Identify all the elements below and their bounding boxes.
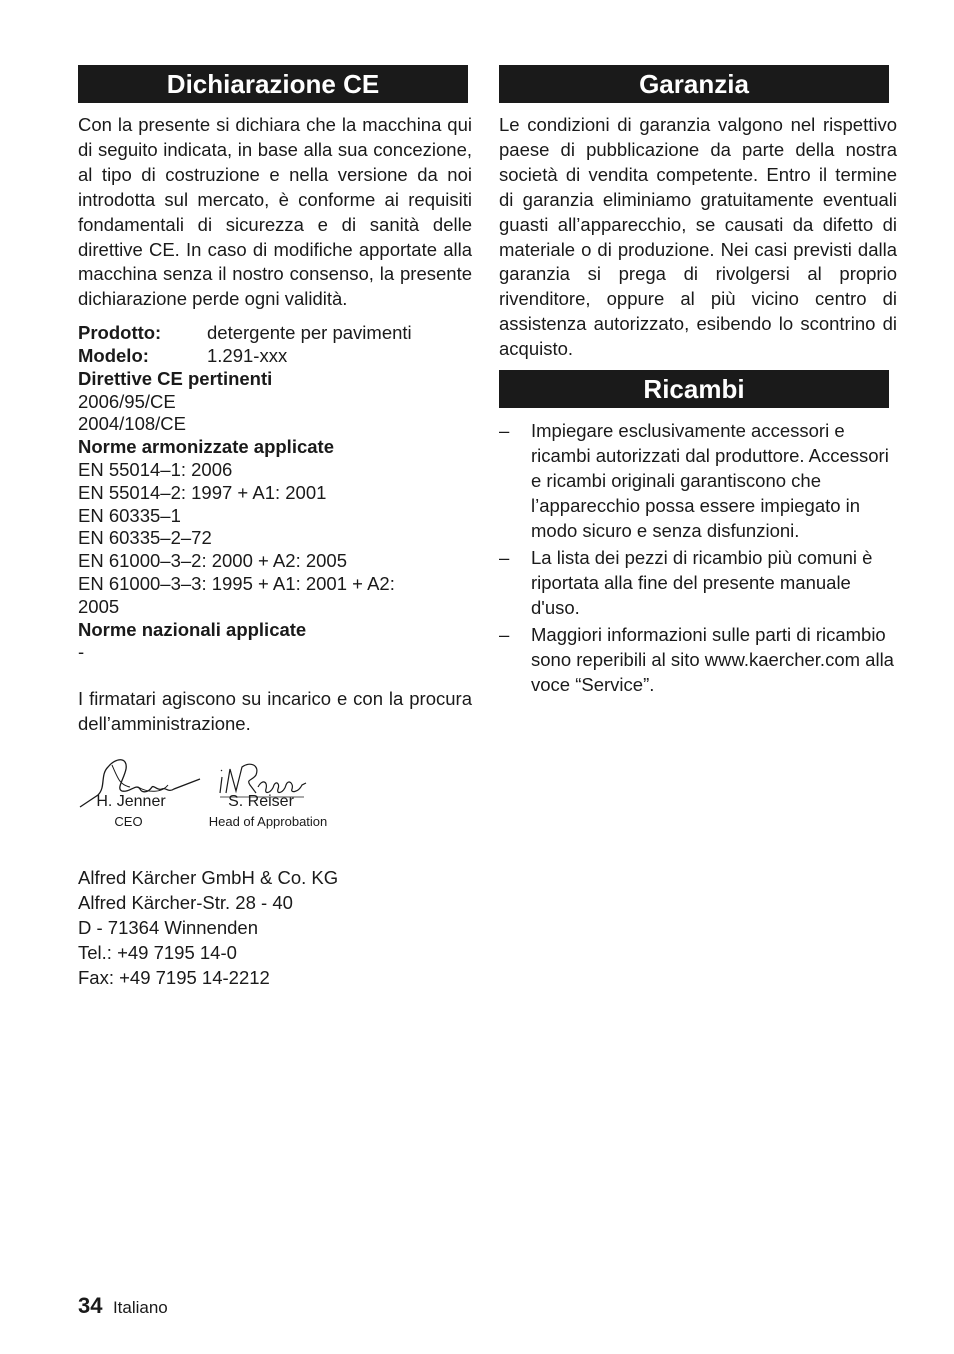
list-item-text: La lista dei pezzi di ricambio più comuni è riportata alla fine del presente manuale d'uso. bbox=[531, 547, 873, 619]
signature-block bbox=[78, 747, 472, 847]
address-line: Tel.: +49 7195 14-0 bbox=[78, 942, 237, 964]
signer-name-jenner: H. Jenner bbox=[96, 793, 166, 811]
left-column bbox=[78, 65, 472, 990]
spare-parts-list bbox=[499, 418, 897, 697]
national-standards-heading: Norme nazionali applicate bbox=[78, 618, 307, 640]
directive-item: 2004/108/CE bbox=[78, 413, 187, 435]
model-label: Modelo: bbox=[78, 345, 149, 367]
standard-item: EN 55014–2: 1997 + A1: 2001 bbox=[78, 481, 327, 503]
list-item-text: Maggiori informazioni sulle parti di ricambio sono reperibili al sito www.kaercher.com alla voce “Service”. bbox=[531, 624, 894, 696]
dash-bullet: – bbox=[499, 624, 510, 646]
list-item bbox=[499, 622, 897, 697]
address-line: Alfred Kärcher GmbH & Co. KG bbox=[78, 867, 339, 889]
warranty-text: Le condizioni di garanzia valgono nel rispettivo paese di pubblicazione da parte della nostra società di vendita competente. Entro il termine di garanzia eliminiamo gratuitamente eventuali guasti all’apparecchio, se causati da difetto di materiale o di produzione. Nei casi previsti dalla garanzia si prega di rivolgersi al proprio rivenditore, oppure al più vicino centro di assistenza autorizzato, esibendo lo scontrino di acquisto. bbox=[499, 114, 897, 360]
ce-declaration-text: Con la presente si dichiara che la macchina qui di seguito indicata, in base alla sua concezione, al tipo di costruzione e nella versione da noi introdotta sul mercato, è conforme ai requisiti fondamentali di sicurezza e di sanità delle direttive CE. In caso di modifiche apportate alla macchina senza il nostro consenso, la presente dichiarazione perde ogni validità. bbox=[78, 114, 472, 310]
ce-declaration-heading: Dichiarazione CE bbox=[78, 65, 468, 103]
page-language: Italiano bbox=[112, 1298, 168, 1317]
signers-statement: I firmatari agiscono su incarico e con la procura dell’amministrazione. bbox=[78, 688, 472, 735]
signer-role-reiser: Head of Approbation bbox=[208, 814, 328, 830]
address-line: Alfred Kärcher-Str. 28 - 40 bbox=[78, 892, 293, 914]
address-line: Fax: +49 7195 14-2212 bbox=[78, 967, 270, 989]
harmonized-standards-heading: Norme armonizzate applicate bbox=[78, 436, 334, 458]
list-item-text: Impiegare esclusivamente accessori e ricambi autorizzati dal produttore. Accessori e ricambi originali garantiscono che l’apparecchio possa essere impiegato in modo sicuro e senza disfunzioni. bbox=[531, 420, 889, 542]
product-label: Prodotto: bbox=[78, 322, 162, 344]
warranty-heading: Garanzia bbox=[499, 65, 889, 103]
spare-parts-heading: Ricambi bbox=[499, 370, 889, 408]
standard-item: EN 61000–3–2: 2000 + A2: 2005 bbox=[78, 550, 347, 572]
standard-item: EN 61000–3–3: 1995 + A1: 2001 + A2: bbox=[78, 573, 395, 595]
list-item bbox=[499, 418, 897, 543]
signer-role-jenner: CEO bbox=[114, 814, 143, 830]
product-value: detergente per pavimenti bbox=[207, 322, 412, 344]
page-footer bbox=[78, 1293, 168, 1319]
company-address bbox=[78, 865, 472, 990]
national-standards-value: - bbox=[78, 641, 85, 663]
standard-item: EN 60335–1 bbox=[78, 504, 181, 526]
model-row bbox=[78, 345, 472, 368]
signer-name-reiser: S. Reiser bbox=[228, 793, 294, 811]
dash-bullet: – bbox=[499, 420, 510, 442]
list-item bbox=[499, 545, 897, 620]
standard-item: EN 55014–1: 2006 bbox=[78, 459, 233, 481]
model-value: 1.291-xxx bbox=[207, 345, 288, 367]
directive-item: 2006/95/CE bbox=[78, 390, 176, 412]
standard-item: 2005 bbox=[78, 595, 120, 617]
directives-heading: Direttive CE pertinenti bbox=[78, 367, 273, 389]
dash-bullet: – bbox=[499, 547, 510, 569]
ce-details bbox=[78, 322, 472, 664]
address-line: D - 71364 Winnenden bbox=[78, 917, 258, 939]
product-row bbox=[78, 322, 472, 345]
standard-item: EN 60335–2–72 bbox=[78, 527, 212, 549]
right-column bbox=[499, 65, 897, 699]
page-number: 34 bbox=[78, 1293, 103, 1318]
